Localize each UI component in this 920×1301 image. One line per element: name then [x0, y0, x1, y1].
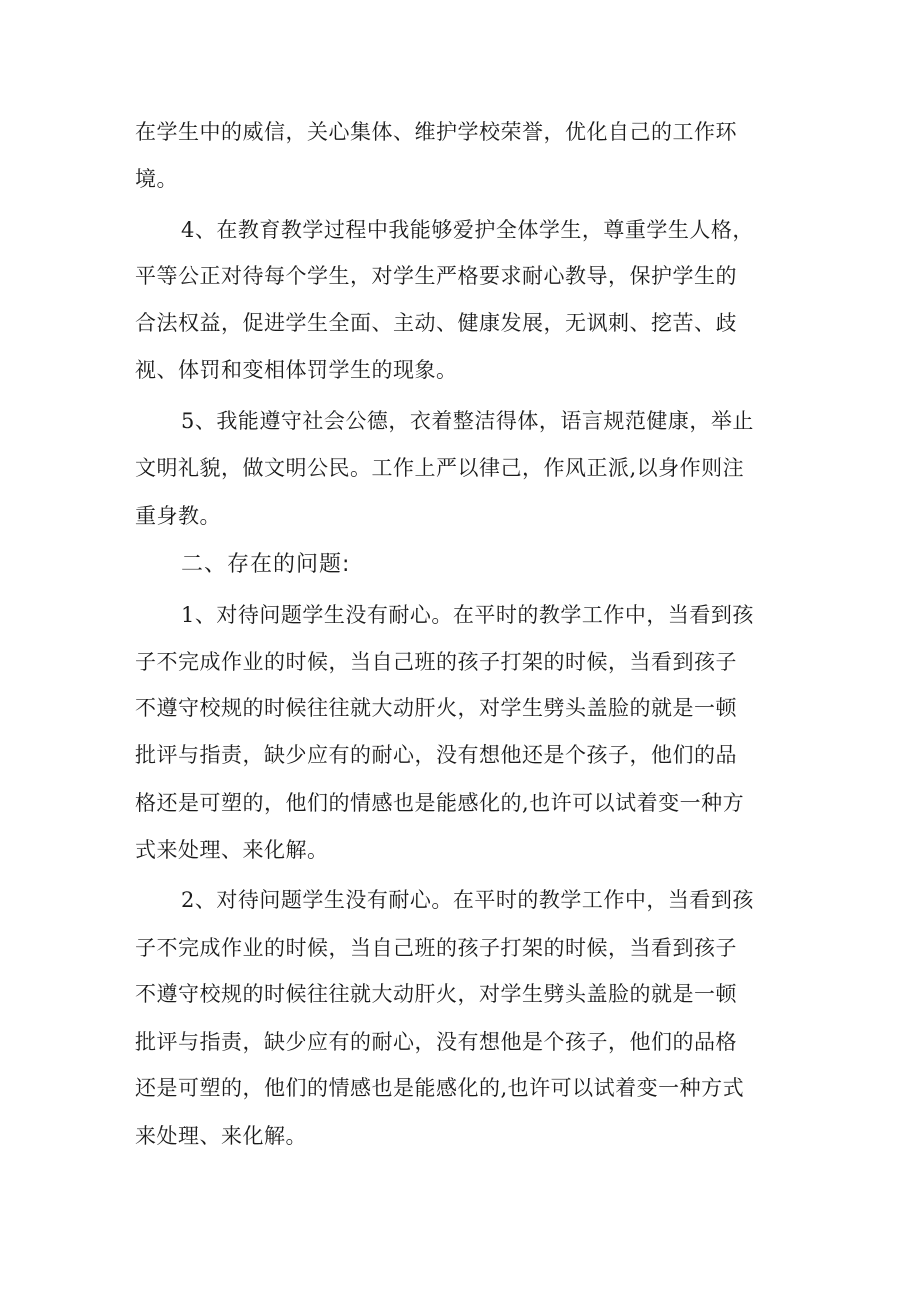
- paragraph-line: 来处理、来化解。: [135, 1124, 307, 1148]
- paragraph-line: 文明礼貌，做文明公民。工作上严以律己，作风正派,以身作则注: [135, 456, 745, 480]
- paragraph-line: 1、对待问题学生没有耐心。在平时的教学工作中，当看到孩: [181, 603, 754, 627]
- section-heading: 二、存在的问题:: [181, 552, 351, 577]
- paragraph-line: 式来处理、来化解。: [135, 838, 329, 862]
- paragraph-line: 格还是可塑的，他们的情感也是能感化的,也许可以试着变一种方: [135, 791, 745, 815]
- paragraph-line: 4、在教育教学过程中我能够爱护全体学生，尊重学生人格，: [181, 218, 754, 242]
- paragraph-line: 子不完成作业的时候，当自己班的孩子打架的时候，当看到孩子: [135, 650, 737, 674]
- paragraph-line: 批评与指责，缺少应有的耐心，没有想他是个孩子，他们的品格: [135, 1030, 737, 1054]
- paragraph-line: 视、体罚和变相体罚学生的现象。: [135, 358, 458, 382]
- paragraph-line: 5、我能遵守社会公德，衣着整洁得体，语言规范健康，举止: [181, 409, 754, 433]
- paragraph-line: 子不完成作业的时候，当自己班的孩子打架的时候，当看到孩子: [135, 936, 737, 960]
- paragraph-line: 境。: [135, 167, 178, 191]
- paragraph-line: 重身教。: [135, 504, 221, 528]
- paragraph-line: 合法权益，促进学生全面、主动、健康发展，无讽刺、挖苦、歧: [135, 311, 737, 335]
- paragraph-line: 平等公正对待每个学生，对学生严格要求耐心教导，保护学生的: [135, 264, 737, 288]
- paragraph-line: 不遵守校规的时候往往就大动肝火，对学生劈头盖脸的就是一顿: [135, 696, 737, 720]
- paragraph-line: 2、对待问题学生没有耐心。在平时的教学工作中，当看到孩: [181, 888, 754, 912]
- paragraph-line: 不遵守校规的时候往往就大动肝火，对学生劈头盖脸的就是一顿: [135, 982, 737, 1006]
- paragraph-line: 批评与指责，缺少应有的耐心，没有想他还是个孩子，他们的品: [135, 743, 737, 767]
- paragraph-line: 还是可塑的，他们的情感也是能感化的,也许可以试着变一种方式: [135, 1076, 745, 1100]
- paragraph-line: 在学生中的威信，关心集体、维护学校荣誉，优化自己的工作环: [135, 120, 737, 144]
